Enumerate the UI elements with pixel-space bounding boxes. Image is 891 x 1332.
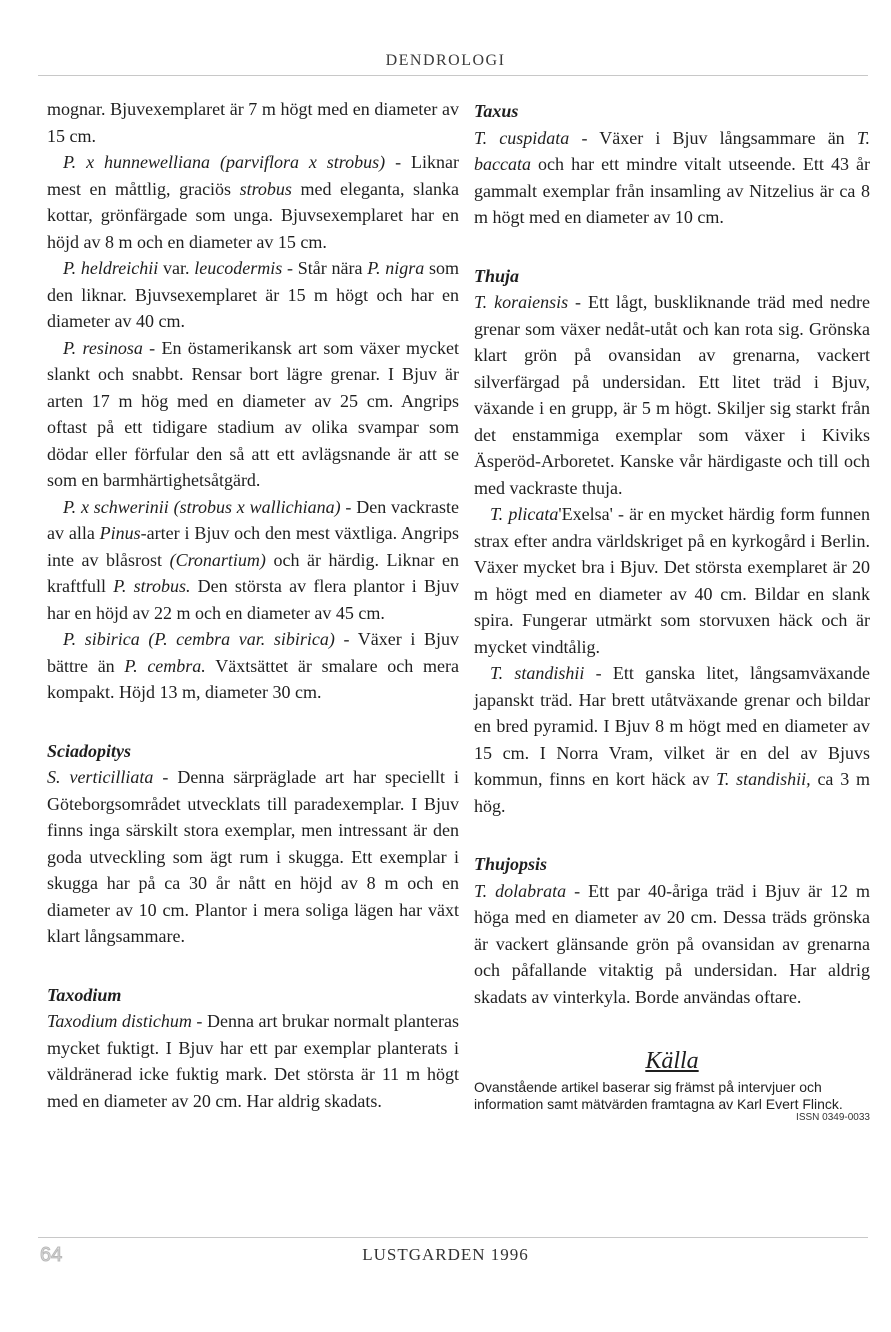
source-text: Ovanstående artikel baserar sig främst på intervjuer och information samt mätvärden framtagna av Karl Evert Flinck. (474, 1078, 843, 1112)
paragraph-resinosa: P. resinosa - En östamerikansk art som växer mycket slankt och snabbt. Rensar bort lägre grenar. I Bjuv är arten 17 m hög med en diameter av 25 cm. Angrips oftast på ett tidigare stadium av olika svampar som dödar eller förfular den så att ett avlägsnande är att se som en barmhärtighetsåtgärd. (47, 337, 459, 490)
section-heading-sciadopitys: Sciadopitys (47, 740, 131, 761)
paragraph-mognar: mognar. Bjuvexemplaret är 7 m högt med en diameter av 15 cm. (47, 99, 459, 146)
paragraph-hunnewelliana: P. x hunnewelliana (parviflora x strobus) - Liknar mest en måttlig, graciös strobus med eleganta, slanka kottar, grönfärgade som unga. Bjuvsexemplaret har en höjd av 8 m och en diameter av 15 cm. (47, 152, 459, 252)
paragraph-plicata: T. plicata'Exelsa' - är en mycket härdig form funnen strax efter andra världskriget på en kyrkogård i Berlin. Växer mycket bra i Bjuv. Det största exemplaret är 20 m högt med en diameter av 40 cm. Bildar en slank spira. Fungerar utmärkt som storvuxen häck och är mycket vindtålig. (474, 504, 871, 657)
section-heading-thuja: Thuja (474, 265, 520, 286)
footer-rule (38, 1237, 868, 1238)
page-number: 64 (40, 1244, 63, 1266)
issn-label: ISSN 0349-0033 (796, 1111, 870, 1123)
running-header: DENDROLOGI (385, 52, 506, 69)
paragraph-dolabrata: T. dolabrata - Ett par 40-åriga träd i Bjuv är 12 m höga med en diameter av 20 cm. Dessa träds grönska är vackert glänsande grön på ovansidan av grenarna och påfallande vitaktig på undersidan. Har aldrig skadats av vinterkyla. Borde användas oftare. (474, 880, 870, 1007)
right-column (474, 98, 870, 1131)
paragraph-sibirica: P. sibirica (P. cembra var. sibirica) - Växer i Bjuv bättre än P. cembra. Växtsättet är smalare och mera kompakt. Höjd 13 m, diameter 30 cm. (47, 629, 459, 702)
left-column (47, 96, 459, 1114)
running-footer: LUSTGARDEN 1996 (362, 1245, 529, 1264)
section-heading-taxus: Taxus (474, 101, 519, 121)
paragraph-schwerinii: P. x schwerinii (strobus x wallichiana) - Den vackraste av alla Pinus-arter i Bjuv och den mest växtliga. Angrips inte av blåsrost (Cronartium) och är härdig. Liknar en kraftfull P. strobus. Den största av flera plantor i Bjuv har en höjd av 22 m och en diameter av 45 cm. (47, 496, 459, 623)
source-heading: Källa (645, 1048, 699, 1074)
paragraph-koraiensis: T. koraiensis - Ett lågt, buskliknande träd med nedre grenar som växer nedåt-utåt och kan rota sig. Grönska klart grön på ovansidan av grenarna, vackert silverfärgad på undersidan. Ett litet träd i Bjuv, växande i en grupp, är 5 m högt. Skiljer sig starkt från det enstammiga exemplar som växer i Kiviks Äsperöd-Arboretet. Kanske vår härdigaste och till och med vackraste thuja. (474, 292, 871, 498)
section-heading-taxodium: Taxodium (47, 984, 122, 1005)
section-heading-thujopsis: Thujopsis (474, 854, 548, 874)
paragraph-verticilliata: S. verticilliata - Denna särpräglade art har speciellt i Göteborgsområdet utvecklats till paradexemplar. I Bjuv finns inga särskilt stora exemplar, men intressant är den goda utveckling som ägt rum i skugga. Ett exemplar i skugga har på ca 30 år nått en höjd av 8 m och en diameter av 10 cm. Plantor i mera soliga lägen har växt klart långsammare. (47, 767, 459, 946)
paragraph-standishii: T. standishii - Ett ganska litet, långsamväxande japanskt träd. Har brett utåtväxande grenar och bildar en bred pyramid. I Bjuv 8 m högt med en diameter av 15 cm. I Norra Vram, vilket är en del av Bjuvs kommun, finns en kort häck av T. standishii, ca 3 m hög. (474, 663, 870, 816)
header-rule (38, 75, 868, 76)
paragraph-heldreichii: P. heldreichii var. leucodermis - Står nära P. nigra som den liknar. Bjuvsexemplaret är 15 m högt och har en diameter av 40 cm. (47, 258, 459, 331)
paragraph-cuspidata: T. cuspidata - Växer i Bjuv långsammare än T. baccata och har ett mindre vitalt utseende. Ett 43 år gammalt exemplar från insamling av Nitzelius är ca 8 m högt med en diameter av 10 cm. (474, 127, 870, 227)
paragraph-distichum: Taxodium distichum - Denna art brukar normalt planteras mycket fuktigt. I Bjuv har ett par exemplar planterats i väldränerad icke fuktig mark. Det största är 11 m högt med en diameter av 20 cm. Har aldrig skadats. (47, 1011, 460, 1111)
